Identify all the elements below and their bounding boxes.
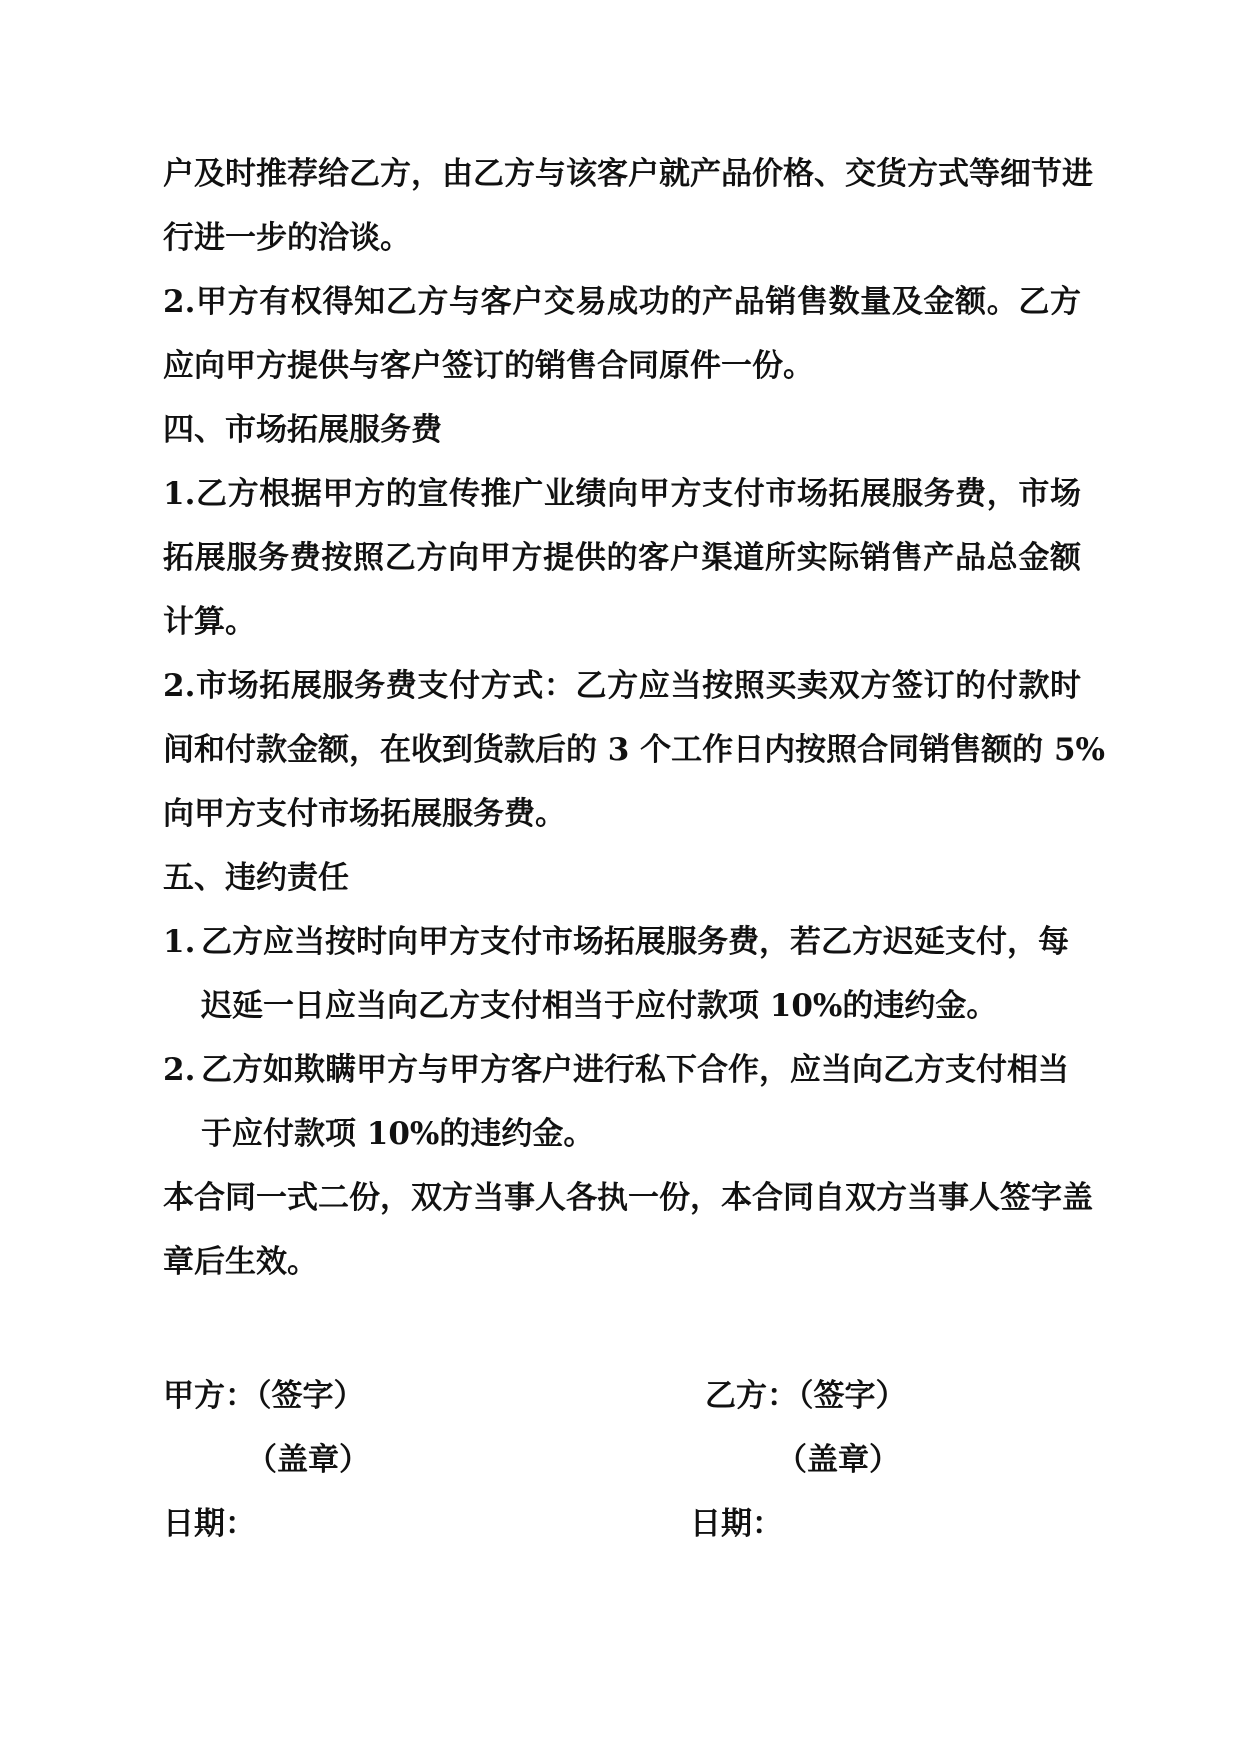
body-line-4: 应向甲方提供与客户签订的销售合同原件一份。 <box>163 348 814 384</box>
list-item-number: 2. <box>163 1052 196 1088</box>
body-line-6: 1.乙方根据甲方的宣传推广业绩向甲方支付市场拓展服务费，市场 <box>163 476 1081 512</box>
closing-line-2: 章后生效。 <box>163 1244 318 1280</box>
list-item-number: 1. <box>163 924 196 960</box>
closing-line-1: 本合同一式二份，双方当事人各执一份，本合同自双方当事人签字盖 <box>163 1180 1093 1216</box>
list-item-1-continuation: 迟延一日应当向乙方支付相当于应付款项 10%的违约金。 <box>201 988 998 1024</box>
body-line-1: 户及时推荐给乙方，由乙方与该客户就产品价格、交货方式等细节进 <box>163 156 1093 192</box>
section-heading-4: 四、市场拓展服务费 <box>163 412 442 448</box>
list-item-2 <box>163 1050 1069 1090</box>
list-item-text: 乙方应当按时向甲方支付市场拓展服务费，若乙方迟延支付，每 <box>201 924 1069 960</box>
party-b-signature: 乙方：（签字） <box>705 1378 907 1414</box>
body-line-10: 间和付款金额，在收到货款后的 3 个工作日内按照合同销售额的 5% <box>163 732 1105 768</box>
party-a-signature: 甲方：（签字） <box>163 1378 365 1414</box>
list-item-2-continuation: 于应付款项 10%的违约金。 <box>201 1116 595 1152</box>
body-line-7: 拓展服务费按照乙方向甲方提供的客户渠道所实际销售产品总金额 <box>163 540 1081 576</box>
list-item-1 <box>163 922 1069 962</box>
body-line-8: 计算。 <box>163 604 256 640</box>
list-item-text: 乙方如欺瞒甲方与甲方客户进行私下合作，应当向乙方支付相当 <box>201 1052 1069 1088</box>
party-b-date: 日期： <box>690 1506 783 1542</box>
body-line-11: 向甲方支付市场拓展服务费。 <box>163 796 566 832</box>
body-line-3: 2.甲方有权得知乙方与客户交易成功的产品销售数量及金额。乙方 <box>163 284 1081 320</box>
body-line-9: 2.市场拓展服务费支付方式：乙方应当按照买卖双方签订的付款时 <box>163 668 1081 704</box>
party-a-seal: （盖章） <box>246 1442 370 1478</box>
body-line-2: 行进一步的洽谈。 <box>163 220 411 256</box>
party-a-date: 日期： <box>163 1506 256 1542</box>
section-heading-5: 五、违约责任 <box>163 860 349 896</box>
party-b-seal: （盖章） <box>776 1442 900 1478</box>
